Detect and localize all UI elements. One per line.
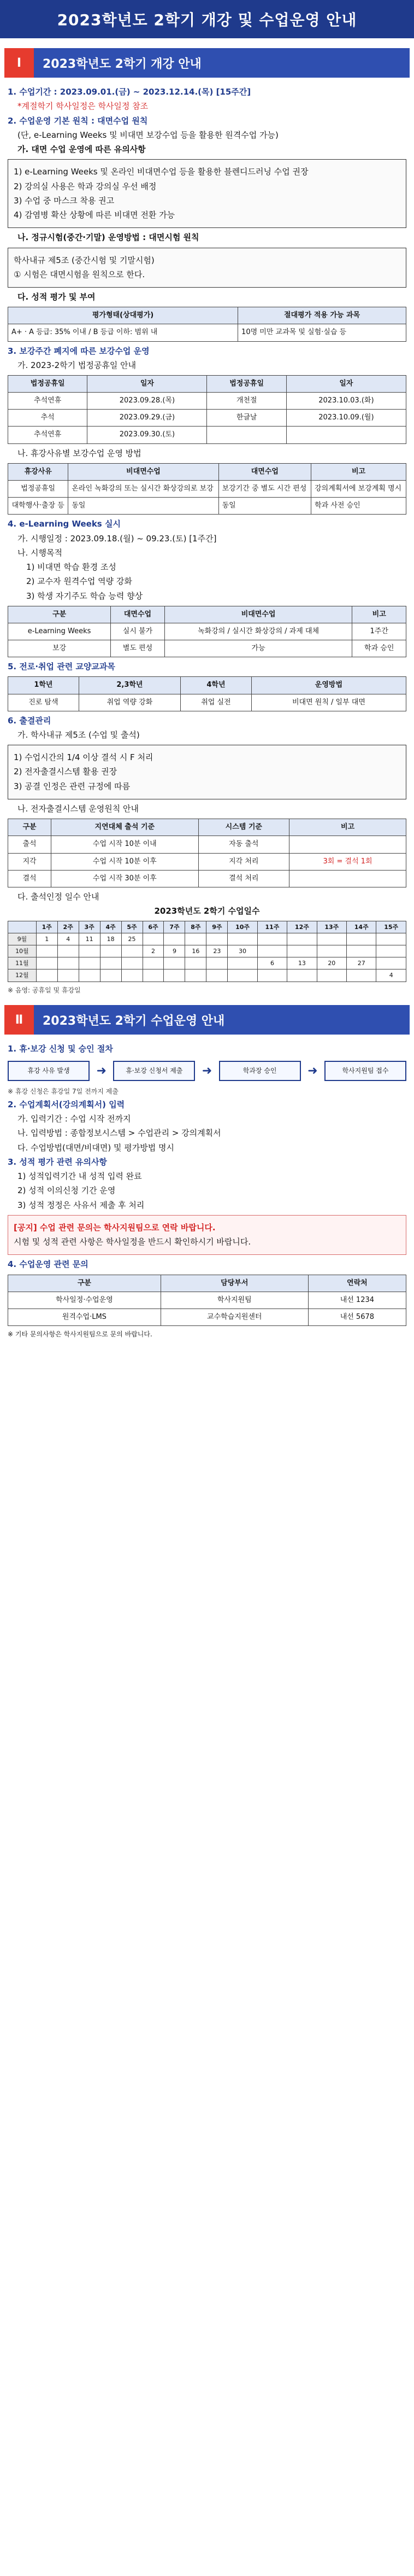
grade-header: 평가형태(상대평가) <box>8 307 238 324</box>
item2-sub4: 다. 성적 평가 및 부여 <box>17 292 96 302</box>
makeup-cell: 강의계획서에 보강계획 명시 <box>311 480 406 497</box>
calendar-day <box>143 957 164 969</box>
holiday-header: 일자 <box>286 376 406 393</box>
table-row <box>8 1292 406 1309</box>
calendar-day <box>376 957 406 969</box>
calendar-day <box>317 969 346 982</box>
holiday-cell: 한글날 <box>207 410 286 427</box>
calendar-week-header: 12주 <box>287 921 317 933</box>
attendance-line: 2) 전자출결시스템 활용 권장 <box>14 767 117 777</box>
calendar-day: 23 <box>206 945 228 957</box>
table-row <box>8 1309 406 1325</box>
calendar-week-header: 14주 <box>347 921 376 933</box>
contact-header: 구분 <box>8 1275 161 1292</box>
holiday-cell: 추석연휴 <box>8 393 87 410</box>
attendance-line: 1) 수업시간의 1/4 이상 결석 시 F 처리 <box>14 752 153 763</box>
s2-item4: 4. 수업운영 관련 문의 <box>8 1259 88 1270</box>
section-2-bar <box>4 1005 410 1035</box>
calendar-week-header: 13주 <box>317 921 346 933</box>
calendar-day <box>228 957 257 969</box>
exam-rule-box <box>8 248 406 288</box>
career-header: 4학년 <box>181 677 252 694</box>
item6: 6. 출결관리 <box>8 715 51 726</box>
calendar-day <box>347 969 376 982</box>
contact-cell: 학사지원팀 <box>161 1292 308 1309</box>
calendar-day <box>100 957 121 969</box>
elw-cell: 녹화강의 / 실시간 화상강의 / 과제 대체 <box>164 623 352 640</box>
arrow-right-icon: ➜ <box>307 1064 318 1078</box>
makeup-cell: 보강기간 중 별도 시간 편성 <box>218 480 311 497</box>
calendar-day <box>164 957 185 969</box>
contact-table <box>8 1275 406 1326</box>
calendar-day <box>57 945 79 957</box>
calendar-day: 2 <box>143 945 164 957</box>
table-row <box>8 933 406 945</box>
calendar-day <box>79 957 100 969</box>
item4-line: 1) 비대면 학습 환경 조성 <box>26 562 116 573</box>
calendar-day <box>228 969 257 982</box>
item3: 3. 보강주간 폐지에 따른 보강수업 운영 <box>8 346 150 356</box>
grade-cell: 10명 미만 교과목 및 실험·실습 등 <box>238 324 406 341</box>
makeup-cell: 법정공휴일 <box>8 480 68 497</box>
box-line: 3) 수업 중 마스크 착용 권고 <box>14 195 115 206</box>
flow-note: ※ 휴강 신청은 휴강일 7일 전까지 제출 <box>8 1088 119 1096</box>
calendar-day <box>206 957 228 969</box>
holiday-cell: 2023.10.03.(화) <box>286 393 406 410</box>
calendar-day <box>228 933 257 945</box>
item4-line: 3) 학생 자기주도 학습 능력 향상 <box>26 591 143 601</box>
calendar-day <box>143 969 164 982</box>
attendance-header: 구분 <box>8 819 51 836</box>
arrow-right-icon: ➜ <box>96 1064 107 1078</box>
holiday-cell: 2023.09.28.(목) <box>87 393 207 410</box>
contact-header: 담당부서 <box>161 1275 308 1292</box>
calendar-week-header: 15주 <box>376 921 406 933</box>
calendar-day <box>376 945 406 957</box>
career-header: 운영방법 <box>251 677 406 694</box>
grade-cell: A+ · A 등급: 35% 이내 / B 등급 이하: 범위 내 <box>8 324 238 341</box>
attendance-cell <box>289 870 406 887</box>
calendar-day <box>36 957 57 969</box>
elw-cell: e-Learning Weeks <box>8 623 111 640</box>
calendar-day: 25 <box>121 933 143 945</box>
section-2-title: 2023학년도 2학기 수업운영 안내 <box>43 1014 225 1028</box>
elw-cell: 학과 승인 <box>352 640 406 657</box>
calendar-day <box>36 945 57 957</box>
contact-cell: 학사일정·수업운영 <box>8 1292 161 1309</box>
calendar-day: 9 <box>164 945 185 957</box>
calendar-day <box>121 969 143 982</box>
calendar-day <box>287 969 317 982</box>
box-line: 4) 감염병 확산 상황에 따른 비대면 전환 가능 <box>14 210 175 220</box>
holiday-header: 법정공휴일 <box>207 376 286 393</box>
calendar-week-header: 9주 <box>206 921 228 933</box>
footer-note: ※ 기타 문의사항은 학사지원팀으로 문의 바랍니다. <box>8 1330 152 1338</box>
exam-rule-line: ① 시험은 대면시험을 원칙으로 한다. <box>14 269 145 279</box>
item4-line: 2) 교수자 원격수업 역량 강화 <box>26 576 132 587</box>
makeup-header: 비대면수업 <box>68 463 218 480</box>
makeup-cell: 학과 사전 승인 <box>311 498 406 515</box>
attendance-cell: 자동 출석 <box>198 836 289 853</box>
calendar-day: 13 <box>287 957 317 969</box>
calendar-day <box>79 969 100 982</box>
holiday-cell: 개천절 <box>207 393 286 410</box>
calendar-day <box>257 945 287 957</box>
table-row <box>8 393 406 410</box>
attendance-cell <box>289 836 406 853</box>
makeup-cell: 동일 <box>68 498 218 515</box>
contact-header: 연락처 <box>308 1275 406 1292</box>
exam-rule-line: 학사내규 제5조 (중간시험 및 기말시험) <box>14 255 155 265</box>
calendar-month: 10월 <box>8 945 37 957</box>
calendar-week-header: 7주 <box>164 921 185 933</box>
s2-item2-line: 가. 입력기간 : 수업 시작 전까지 <box>17 1114 131 1124</box>
calendar-header <box>8 921 37 933</box>
flow-step: 학과장 승인 <box>219 1061 301 1081</box>
calendar-day <box>257 969 287 982</box>
item1-note: *계절학기 학사일정은 학사일정 참조 <box>17 101 149 112</box>
calendar-week-header: 4주 <box>100 921 121 933</box>
s2-item3: 3. 성적 평가 관련 유의사항 <box>8 1156 107 1167</box>
career-cell: 취업 역량 강화 <box>79 694 180 711</box>
attendance-cell: 지각 처리 <box>198 853 289 870</box>
career-cell: 비대면 원칙 / 일부 대면 <box>251 694 406 711</box>
holiday-header: 일자 <box>87 376 207 393</box>
s2-item1: 1. 휴·보강 신청 및 승인 절차 <box>8 1044 113 1054</box>
item6-sub3: 다. 출석인정 일수 안내 <box>17 891 99 902</box>
table-row <box>8 694 406 711</box>
calendar-day <box>57 969 79 982</box>
item1: 1. 수업기간 : 2023.09.01.(금) ~ 2023.12.14.(목) [15주간] <box>8 87 251 97</box>
calendar-day <box>257 933 287 945</box>
attendance-rule-box <box>8 745 406 799</box>
notice-line: 시험 및 성적 관련 사항은 학사일정을 반드시 확인하시기 바랍니다. <box>14 1237 251 1247</box>
contact-cell: 원격수업·LMS <box>8 1309 161 1325</box>
makeup-header: 비고 <box>311 463 406 480</box>
elw-cell: 1주간 <box>352 623 406 640</box>
item6-sub: 가. 학사내규 제5조 (수업 및 출석) <box>17 729 140 740</box>
calendar-day: 30 <box>228 945 257 957</box>
career-cell: 취업 실전 <box>181 694 252 711</box>
calendar-day: 16 <box>185 945 206 957</box>
calendar-day: 20 <box>317 957 346 969</box>
attendance-cell: 결석 <box>8 870 51 887</box>
attendance-cell: 수업 시작 30분 이후 <box>51 870 198 887</box>
career-cell: 진로 탐색 <box>8 694 79 711</box>
calendar-day: 1 <box>36 933 57 945</box>
item2-sub3: 나. 정규시험(중간·기말) 운영방법 : 대면시험 원칙 <box>17 232 199 243</box>
calendar-day <box>164 933 185 945</box>
attendance-line: 3) 공결 인정은 관련 규정에 따름 <box>14 781 131 791</box>
elw-table <box>8 606 406 657</box>
elw-header: 대면수업 <box>111 606 165 623</box>
attendance-cell: 출석 <box>8 836 51 853</box>
elw-cell: 실시 불가 <box>111 623 165 640</box>
calendar-day <box>317 933 346 945</box>
calendar-day <box>206 933 228 945</box>
calendar-day <box>143 933 164 945</box>
notice-box <box>8 1215 406 1255</box>
calendar-week-header: 1주 <box>36 921 57 933</box>
table-row <box>8 836 406 853</box>
attendance-cell: 수업 시작 10분 이후 <box>51 853 198 870</box>
calendar-week-header: 8주 <box>185 921 206 933</box>
table-row <box>8 427 406 443</box>
career-header: 2,3학년 <box>79 677 180 694</box>
grade-table <box>8 307 406 341</box>
flow-step: 학사지원팀 접수 <box>324 1061 406 1081</box>
table-row <box>8 957 406 969</box>
calendar-day <box>347 933 376 945</box>
makeup-cell: 대학행사·출장 등 <box>8 498 68 515</box>
item2-sub1: (단, e-Learning Weeks 및 비대면 보강수업 등을 활용한 원격수업 가능) <box>17 130 279 140</box>
calendar-day: 11 <box>79 933 100 945</box>
table-row <box>8 410 406 427</box>
s2-item3-line: 3) 성적 정정은 사유서 제출 후 처리 <box>17 1200 145 1210</box>
holiday-cell: 추석 <box>8 410 87 427</box>
attendance-cell: 지각 <box>8 853 51 870</box>
section-1-content <box>0 82 414 995</box>
holiday-cell: 2023.10.09.(월) <box>286 410 406 427</box>
attendance-cell: 결석 처리 <box>198 870 289 887</box>
item5: 5. 전로·취업 관련 교양교과목 <box>8 662 115 672</box>
holiday-cell <box>207 427 286 443</box>
grade-header: 절대평가 적용 가능 과목 <box>238 307 406 324</box>
elw-cell: 별도 편성 <box>111 640 165 657</box>
calendar-table <box>8 921 406 982</box>
attendance-header: 비고 <box>289 819 406 836</box>
calendar-day: 6 <box>257 957 287 969</box>
s2-item3-line: 1) 성적입력기간 내 성적 입력 완료 <box>17 1171 142 1181</box>
calendar-day <box>36 969 57 982</box>
attendance-header: 지연대체 출석 기준 <box>51 819 198 836</box>
contact-cell: 내선 1234 <box>308 1292 406 1309</box>
table-row <box>8 623 406 640</box>
attendance-header: 시스템 기준 <box>198 819 289 836</box>
item4-sub: 가. 시행일정 : 2023.09.18.(월) ~ 09.23.(토) [1주간] <box>17 533 217 544</box>
attendance-table <box>8 819 406 887</box>
elw-cell: 보강 <box>8 640 111 657</box>
item3-sub: 가. 2023-2학기 법정공휴일 안내 <box>17 360 137 370</box>
table-row <box>8 498 406 515</box>
flow-step: 휴·보강 신청서 제출 <box>113 1061 195 1081</box>
calendar-day: 27 <box>347 957 376 969</box>
notice-line: [공지] 수업 관련 문의는 학사지원팀으로 연락 바랍니다. <box>14 1222 216 1232</box>
holiday-cell: 추석연휴 <box>8 427 87 443</box>
guideline-box <box>8 159 406 228</box>
table-row <box>8 870 406 887</box>
table-row <box>8 853 406 870</box>
makeup-table <box>8 463 406 515</box>
calendar-day <box>100 945 121 957</box>
calendar-day <box>347 945 376 957</box>
calendar-day <box>206 969 228 982</box>
holiday-cell: 2023.09.30.(토) <box>87 427 207 443</box>
page-title: 2023학년도 2학기 개강 및 수업운영 안내 <box>0 0 414 38</box>
calendar-week-header: 6주 <box>143 921 164 933</box>
attendance-cell: 3회 = 결석 1회 <box>289 853 406 870</box>
box-line: 2) 강의실 사용은 학과 강의실 우선 배정 <box>14 181 157 191</box>
calendar-week-header: 2주 <box>57 921 79 933</box>
makeup-cell: 동일 <box>218 498 311 515</box>
elw-header: 비대면수업 <box>164 606 352 623</box>
item2-sub2: 가. 대면 수업 운영에 따른 유의사항 <box>17 144 146 154</box>
calendar-day <box>317 945 346 957</box>
calendar-week-header: 5주 <box>121 921 143 933</box>
calendar-day <box>100 969 121 982</box>
table-row <box>8 480 406 497</box>
box-line: 1) e-Learning Weeks 및 온라인 비대면수업 등을 활용한 블렌디드러닝 수업 권장 <box>14 167 309 177</box>
calendar-week-header: 10주 <box>228 921 257 933</box>
calendar-day <box>185 933 206 945</box>
flow-step: 휴강 사유 발생 <box>8 1061 90 1081</box>
holiday-cell <box>286 427 406 443</box>
section-1-number: Ⅰ <box>4 48 34 78</box>
elw-header: 구분 <box>8 606 111 623</box>
calendar-day <box>121 945 143 957</box>
table-row <box>8 640 406 657</box>
table-row <box>8 945 406 957</box>
calendar-title: 2023학년도 2학기 수업일수 <box>154 906 260 916</box>
calendar-day <box>185 969 206 982</box>
contact-cell: 내선 5678 <box>308 1309 406 1325</box>
calendar-day <box>287 945 317 957</box>
calendar-day: 18 <box>100 933 121 945</box>
section-2-content <box>0 1039 414 1339</box>
makeup-cell: 온라인 녹화강의 또는 실시간 화상강의로 보강 <box>68 480 218 497</box>
contact-cell: 교수학습지원센터 <box>161 1309 308 1325</box>
calendar-month: 11월 <box>8 957 37 969</box>
s2-item2-line: 나. 입력방법 : 종합정보시스템 > 수업관리 > 강의계획서 <box>17 1128 221 1138</box>
career-table <box>8 676 406 711</box>
calendar-day <box>376 933 406 945</box>
calendar-day <box>185 957 206 969</box>
item3-sub2: 나. 휴강사유별 보강수업 운영 방법 <box>17 448 141 458</box>
holiday-header: 법정공휴일 <box>8 376 87 393</box>
section-2-number: Ⅱ <box>4 1005 34 1035</box>
calendar-month: 12월 <box>8 969 37 982</box>
holiday-cell: 2023.09.29.(금) <box>87 410 207 427</box>
career-header: 1학년 <box>8 677 79 694</box>
section-1-bar <box>4 48 410 78</box>
process-flow <box>8 1061 406 1081</box>
section-1-title: 2023학년도 2학기 개강 안내 <box>43 57 202 71</box>
elw-cell: 가능 <box>164 640 352 657</box>
item4: 4. e-Learning Weeks 실시 <box>8 519 121 529</box>
calendar-day: 4 <box>57 933 79 945</box>
item4-line: 나. 시행목적 <box>17 547 62 558</box>
s2-item3-line: 2) 성적 이의신청 기간 운영 <box>17 1185 116 1196</box>
holiday-table <box>8 375 406 444</box>
calendar-day <box>164 969 185 982</box>
attendance-cell: 수업 시작 10분 이내 <box>51 836 198 853</box>
calendar-week-header: 11주 <box>257 921 287 933</box>
calendar-day <box>57 957 79 969</box>
s2-item2-line: 다. 수업방법(대면/비대면) 및 평가방법 명시 <box>17 1142 174 1153</box>
item6-sub2: 나. 전자출결시스템 운영원칙 안내 <box>17 803 139 814</box>
calendar-day: 4 <box>376 969 406 982</box>
table-row <box>8 969 406 982</box>
calendar-week-header: 3주 <box>79 921 100 933</box>
arrow-right-icon: ➜ <box>202 1064 212 1078</box>
elw-header: 비고 <box>352 606 406 623</box>
calendar-day <box>79 945 100 957</box>
s2-item2: 2. 수업계획서(강의계획서) 입력 <box>8 1099 125 1109</box>
makeup-header: 대면수업 <box>218 463 311 480</box>
calendar-month: 9월 <box>8 933 37 945</box>
calendar-day <box>287 933 317 945</box>
item2: 2. 수업운영 기본 원칙 : 대면수업 원칙 <box>8 115 148 126</box>
calendar-note: ※ 음영: 공휴일 및 휴강일 <box>8 986 81 994</box>
calendar-day <box>121 957 143 969</box>
makeup-header: 휴강사유 <box>8 463 68 480</box>
table-row <box>8 324 406 341</box>
